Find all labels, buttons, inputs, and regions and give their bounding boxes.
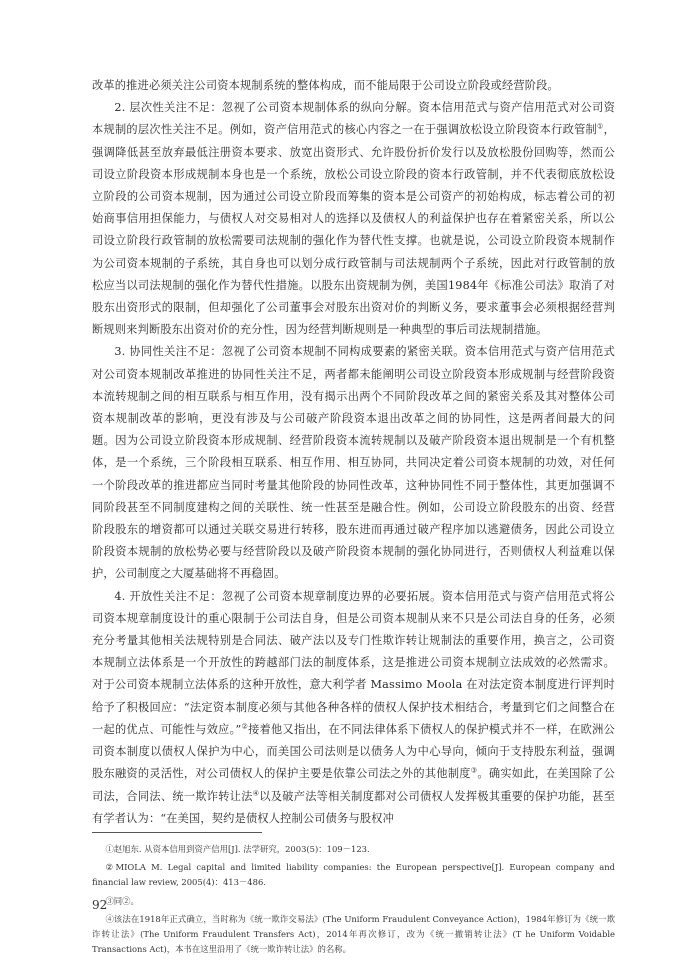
footnote-2: ②MIOLA M. Legal capital and limited liability companies: the European perspective[J]. European company and financial law review, 2005(4)：413－486. [92, 862, 615, 888]
footnote-1: ①赵旭东. 从资本信用到资产信用[J]. 法学研究，2003(5)：109－123. [105, 843, 370, 854]
footnote-ref-2: ② [241, 722, 249, 731]
footnote-divider [92, 832, 262, 833]
footnote-ref-4: ④ [252, 788, 260, 797]
paragraph-openness-text: 4. 开放性关注不足：忽视了公司资本规章制度边界的必要拓展。资本信用范式与资产信用范式将公司资本规章制度设计的重心限制于公司法自身，但是公司资本规制从来不只是公司法自身的任务，必须充分考量其他相关法规特别是合同法、破产法以及专门性欺诈转让规制法的重要作用，换言之，公司资本规制立法体系是一个开放性的跨越部门法的制度体系，这是推进公司资本规制立法成效的必然需求。对于公司资本规制立法体系的这种开放性，意大利学者 Massimo Moola 在对法定资本制度进行评判时给予了积极回应：“法定资本制度必须与其他各种各样的债权人保护技术相结合，考量到它们之间整合在一起的优点、可能性与效应。” [92, 589, 615, 736]
footnote-ref-1: ① [597, 122, 604, 131]
paragraph-intro: 改革的推进必须关注公司资本规制系统的整体构成，而不能局限于公司设立阶段或经营阶段。 [92, 79, 559, 92]
paragraph-synergy: 3. 协同性关注不足：忽视了公司资本规制不同构成要素的紧密关联。资本信用范式与资产信用范式对公司资本规制改革推进的协同性关注不足，两者都未能阐明公司设立阶段资本形成规制与经营阶段资本流转规制之间的相互联系与相互作用，没有揭示出两个不同阶段改革之间的紧密关系及其对整体公司资本规制改革的影响，更没有涉及与公司破产阶段资本退出改革之间的协同性，这是两者间最大的问题。因为公司设立阶段资本形成规制、经营阶段资本流转规制以及破产阶段资本退出规制是一个有机整体，是一个系统，三个阶段相互联系、相互作用、相互协同，共同决定着公司资本规制的功效，对任何一个阶段改革的推进都应当同时考量其他阶段的协同性改革，这种协同性不同于整体性，其更加强调不同阶段甚至不同制度建构之间的关联性、统一性甚至是融合性。例如，公司设立阶段股东的出资、经营阶段股东的增资都可以通过关联交易进行转移，股东进而再通过破产程序加以逃避债务，因此公司设立阶段资本规制的放松势必要与经营阶段以及破产阶段资本规制的强化协同进行，否则债权人利益难以保护，公司制度之大厦基础将不再稳固。 [92, 345, 615, 581]
paragraph-openness-text-4: 以及破产法等相关制度都对公司债权人发挥极其重要的保护功能，甚至有学者认为：“在美国，契约是债权人控制公司债务与股权冲 [92, 789, 616, 825]
footnote-3: ③同②。 [105, 895, 139, 906]
paragraph-hierarchy [92, 97, 615, 341]
footnote-4: ④该法在1918年正式确立，当时称为《统一欺诈交易法》(The Uniform Fraudulent Conveyance Action)，1984年修订为《统一欺诈转让法》(The Uniform Fraudulent Transfers Act)，2014年再次修订，改为《统一撤销转让法》(T he Uniform Voidable Transactions Act)，本书在这里沿用了《统一欺诈转让法》的名称。 [92, 913, 615, 955]
footnote-ref-3: ③ [470, 766, 478, 775]
paragraph-hierarchy-text: 2. 层次性关注不足：忽视了公司资本规制体系的纵向分解。资本信用范式与资产信用范式对公司资本规制的层次性关注不足。例如，资产信用范式的核心内容之一在于强调放松设立阶段资本行政管制 [92, 101, 615, 137]
page-number: 92 [92, 898, 108, 912]
page-content [92, 75, 615, 960]
paragraph-openness [92, 586, 615, 830]
paragraph-hierarchy-text-cont: ，强调降低甚至放弃最低注册资本要求、放宽出资形式、允许股份折价发行以及放松股份回购等，然而公司设立阶段资本形成规制本身也是一个系统，放松公司设立阶段的资本行政管制，并不代表彻底放松设立阶段的公司资本规制，因为通过公司设立阶段而筹集的资本是公司资产的初始构成，标志着公司的初始商事信用担保能力，与债权人对交易相对人的选择以及债权人的利益保护也存在着紧密关系，所以公司设立阶段行政管制的放松需要司法规制的强化作为替代性支撑。也就是说，公司设立阶段资本规制作为公司资本规制的子系统，其自身也可以划分成行政管制与司法规制两个子系统，因此对行政管制的放松应当以司法规制的强化作为替代性措施。以股东出资规制为例，美国1984年《标准公司法》取消了对股东出资形式的限制，但却强化了公司董事会对股东出资对价的判断义务，要求董事会必须根据经营判断规则来判断股东出资对价的充分性，因为经营判断规则是一种典型的事后司法规制措施。 [92, 123, 615, 337]
paragraph-openness-text-3: 。确实如此，在美国除了公司法，合同法、统一欺诈转让法 [92, 767, 616, 803]
paragraph-openness-text-2: 接着他又指出，在不同法律体系下债权人的保护模式并不一样，在欧洲公司资本制度以债权人保护为中心，而美国公司法则是以债务人为中心导向，倾向于支持股东利益，强调股东融资的灵活性，对公司债权人的保护主要是依靠公司法之外的其他制度 [92, 722, 615, 781]
footnotes [92, 842, 615, 957]
